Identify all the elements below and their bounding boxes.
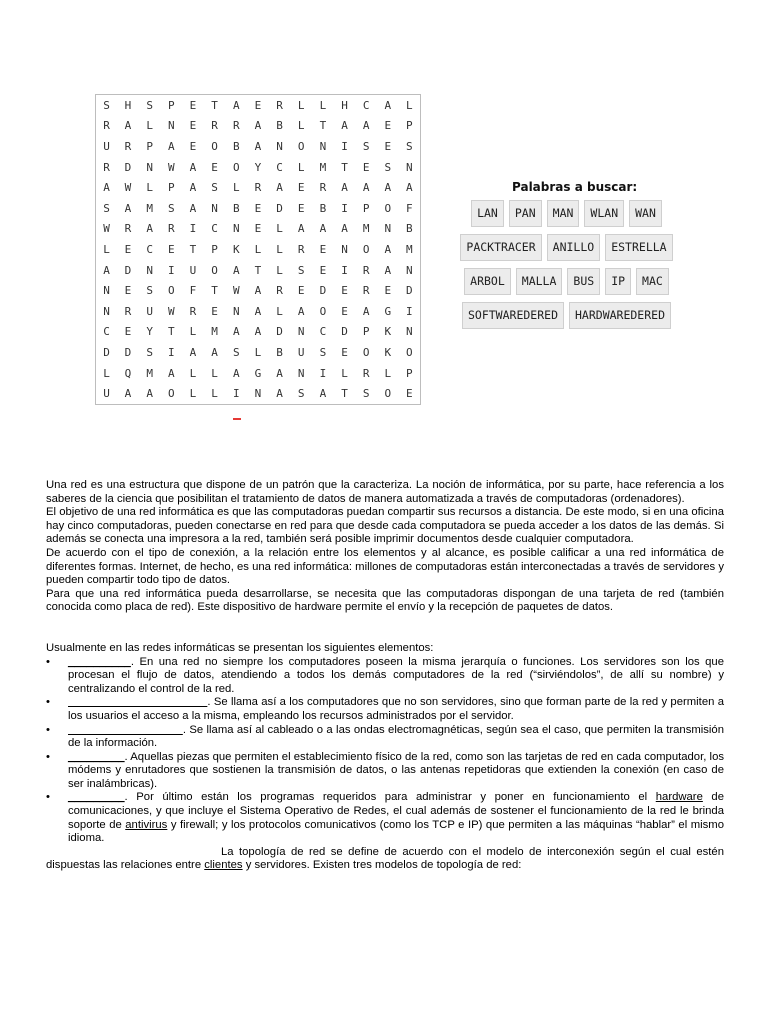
grid-letter: A <box>124 387 132 401</box>
grid-letter: R <box>167 222 175 236</box>
grid-letter: A <box>254 284 262 298</box>
grid-letter: L <box>406 98 413 112</box>
grid-letter: E <box>189 98 197 112</box>
grid-letter: I <box>341 140 348 154</box>
grid-letter: D <box>124 345 132 359</box>
grid-letter: M <box>211 325 218 339</box>
grid-letter: R <box>211 119 218 133</box>
grid-letter: N <box>103 304 110 318</box>
grid-letter: O <box>297 140 305 154</box>
grid-letter: M <box>146 366 153 380</box>
grid-letter: L <box>254 345 262 359</box>
topology-paragraph: La topología de red se define de acuerdo con el modelo de interconexión según el cual estén dispuestas las relaciones entre clientes y servidores. Existen tres modelos de topología de red: <box>46 845 724 872</box>
grid-letter: N <box>232 222 240 236</box>
grid-letter: E <box>189 140 197 154</box>
bullet: • <box>46 696 50 709</box>
grid-letter: N <box>232 304 240 318</box>
grid-letter: R <box>124 222 132 236</box>
bullet: • <box>46 723 50 736</box>
grid-letter: R <box>254 181 262 195</box>
grid-letter: N <box>297 366 305 380</box>
grid-letter: S <box>103 201 110 215</box>
grid-letter: N <box>406 160 413 174</box>
grid-letter: A <box>103 263 110 277</box>
word-chip: LAN <box>471 200 504 227</box>
grid-letter: N <box>146 160 153 174</box>
hardware-link[interactable]: hardware <box>655 791 703 804</box>
grid-letter: S <box>384 160 392 174</box>
grid-letter: W <box>124 181 132 195</box>
grid-letter: A <box>297 304 305 318</box>
grid-letter: A <box>384 263 392 277</box>
grid-letter: O <box>232 160 240 174</box>
grid-letter: A <box>167 140 175 154</box>
grid-letter: E <box>297 201 305 215</box>
grid-letter: I <box>341 201 348 215</box>
paragraph: El objetivo de una red informática es que las computadoras puedan compartir sus recursos a distancia. De este modo, si en una oficina hay cinco computadoras, pueden conectarse en red para que desde cada computadora se pueda acceder a los datos de las demás. Si además se conecta una impresora a la red, también será posible imprimir documentos desde cualquier computadora. <box>46 506 724 546</box>
grid-row <box>96 157 421 178</box>
grid-letter: L <box>232 181 240 195</box>
grid-letter: A <box>189 181 197 195</box>
words-to-find-title: Palabras a buscar: <box>512 180 638 194</box>
grid-letter: K <box>232 242 240 256</box>
grid-letter: E <box>189 119 197 133</box>
grid-letter: E <box>124 284 132 298</box>
grid-letter: L <box>297 119 305 133</box>
word-chip: ANILLO <box>547 234 601 261</box>
grid-letter: N <box>406 263 413 277</box>
grid-letter: S <box>362 140 370 154</box>
grid-letter: W <box>103 222 110 236</box>
grid-letter: A <box>211 345 218 359</box>
grid-letter: A <box>254 325 262 339</box>
word-chip: BUS <box>567 268 600 295</box>
grid-letter: O <box>319 304 327 318</box>
grid-letter: U <box>189 263 197 277</box>
grid-letter: M <box>319 160 327 174</box>
grid-letter: A <box>232 263 240 277</box>
grid-letter: P <box>146 140 153 154</box>
grid-letter: O <box>167 387 175 401</box>
grid-letter: B <box>232 140 240 154</box>
word-chip: MAC <box>636 268 669 295</box>
list-intro: Usualmente en las redes informáticas se presentan los siguientes elementos: <box>46 641 434 654</box>
grid-letter: O <box>384 387 392 401</box>
grid-letter: A <box>124 201 132 215</box>
grid-letter: A <box>189 345 197 359</box>
paragraph: Una red es una estructura que dispone de un patrón que la caracteriza. La noción de informática, por su parte, hace referencia a los saberes de la ciencia que posibilitan el tratamiento de datos de manera automatizada a través de computadoras (ordenadores). <box>46 479 724 505</box>
fill-blank: _________ <box>68 750 125 763</box>
word-chip: WAN <box>629 200 662 227</box>
grid-letter: M <box>146 201 153 215</box>
grid-letter: S <box>146 284 153 298</box>
grid-letter: N <box>254 387 262 401</box>
fill-blank <box>68 724 183 736</box>
grid-letter: T <box>341 160 348 174</box>
grid-letter: S <box>362 387 370 401</box>
grid-letter: E <box>297 181 305 195</box>
grid-letter: L <box>189 366 197 380</box>
grid-letter: L <box>297 98 305 112</box>
grid-letter: E <box>341 284 348 298</box>
grid-letter: E <box>211 160 218 174</box>
grid-letter: A <box>341 222 348 236</box>
grid-letter: R <box>124 140 132 154</box>
grid-letter: N <box>276 140 283 154</box>
word-chip: WLAN <box>584 200 624 227</box>
grid-letter: P <box>406 119 413 133</box>
grid-letter: E <box>297 284 305 298</box>
grid-letter: A <box>384 181 392 195</box>
grid-letter: O <box>362 242 370 256</box>
grid-letter: E <box>254 222 262 236</box>
grid-letter: B <box>232 201 240 215</box>
grid-letter: L <box>276 222 283 236</box>
grid-letter: A <box>384 98 392 112</box>
grid-row <box>96 198 421 219</box>
list-item <box>46 656 724 697</box>
grid-row <box>96 342 421 363</box>
grid-letter: R <box>297 242 305 256</box>
grid-row <box>96 363 421 384</box>
grid-letter: R <box>362 284 370 298</box>
grid-letter: S <box>232 345 240 359</box>
grid-letter: R <box>362 366 370 380</box>
grid-letter: A <box>103 181 110 195</box>
grid-letter: N <box>406 325 413 339</box>
grid-letter: F <box>189 284 197 298</box>
grid-letter: H <box>341 98 348 112</box>
grid-letter: S <box>406 140 413 154</box>
grid-letter: A <box>319 222 327 236</box>
grid-letter: D <box>319 284 327 298</box>
fill-blank: __________ <box>68 655 131 668</box>
word-chip: PACKTRACER <box>460 234 541 261</box>
grid-letter: L <box>189 387 197 401</box>
grid-letter: A <box>146 387 153 401</box>
grid-letter: U <box>297 345 305 359</box>
grid-letter: A <box>362 304 370 318</box>
grid-letter: W <box>232 284 240 298</box>
grid-letter: E <box>319 242 327 256</box>
grid-letter: L <box>146 119 153 133</box>
grid-letter: M <box>362 222 370 236</box>
grid-letter: Y <box>146 325 153 339</box>
grid-letter: I <box>167 345 175 359</box>
paragraph: Para que una red informática pueda desarrollarse, se necesita que las computadoras dispongan de una tarjeta de red (también conocida como placa de red). Este dispositivo de hardware permite el envío y la recepción de paquetes de datos. <box>46 587 724 614</box>
grid-letter: P <box>406 366 413 380</box>
grid-letter: D <box>276 325 283 339</box>
grid-letter: E <box>167 242 175 256</box>
grid-letter: T <box>319 119 327 133</box>
grid-letter: R <box>103 119 110 133</box>
grid-letter: D <box>124 160 132 174</box>
grid-letter: L <box>384 366 392 380</box>
item-text: . Se llama así a los computadores que no son servidores, sino que forman parte de la red y permiten a los usuarios el acceso a la misma, empleando los recursos administrados por el servidor. <box>68 696 724 722</box>
grid-letter: L <box>211 366 218 380</box>
grid-letter: S <box>319 345 327 359</box>
word-chip: MALLA <box>516 268 563 295</box>
grid-letter: C <box>103 325 110 339</box>
grid-letter: S <box>211 181 218 195</box>
antivirus-link[interactable]: antivirus <box>125 818 168 831</box>
word-chip: SOFTWAREDERED <box>462 302 564 329</box>
red-underline-mark <box>233 418 241 420</box>
grid-letter: E <box>341 304 348 318</box>
grid-letter: B <box>276 345 283 359</box>
grid-letter: I <box>406 304 413 318</box>
grid-letter: U <box>146 304 153 318</box>
grid-letter: N <box>211 201 218 215</box>
grid-letter: B <box>319 201 327 215</box>
grid-letter: K <box>384 325 392 339</box>
grid-letter: S <box>103 98 110 112</box>
grid-letter: L <box>297 160 305 174</box>
fill-blank: _________ <box>68 791 125 804</box>
grid-row <box>96 95 421 116</box>
grid-letter: N <box>146 263 153 277</box>
bullet: • <box>46 750 50 763</box>
grid-row <box>96 136 421 157</box>
grid-letter: T <box>211 284 218 298</box>
grid-letter: T <box>211 98 218 112</box>
grid-letter: L <box>189 325 197 339</box>
bullet: • <box>46 655 50 668</box>
grid-letter: A <box>276 387 283 401</box>
grid-letter: E <box>384 119 392 133</box>
bullet: • <box>46 791 50 804</box>
word-row <box>459 302 674 329</box>
grid-letter: R <box>319 181 327 195</box>
grid-letter: G <box>254 366 262 380</box>
grid-row <box>96 322 421 343</box>
word-chip: IP <box>605 268 631 295</box>
grid-letter: L <box>276 304 283 318</box>
grid-letter: C <box>319 325 327 339</box>
item-text: . Por último están los programas requeridos para administrar y poner en funcionamiento el <box>124 791 656 804</box>
grid-letter: E <box>124 325 132 339</box>
grid-letter: R <box>232 119 240 133</box>
list-item <box>46 724 724 751</box>
grid-letter: E <box>254 98 262 112</box>
grid-letter: D <box>103 345 110 359</box>
grid-letter: T <box>189 242 197 256</box>
grid-letter: D <box>124 263 132 277</box>
grid-letter: S <box>167 201 175 215</box>
word-chip: PAN <box>509 200 542 227</box>
grid-letter: T <box>254 263 262 277</box>
item-text: . Se llama así al cableado o a las ondas electromagnéticas, según sea el caso, que permiten la transmisión de la información. <box>68 723 725 750</box>
grid-letter: C <box>362 98 370 112</box>
grid-letter: N <box>103 284 110 298</box>
grid-letter: P <box>362 201 370 215</box>
word-chip: MAN <box>547 200 580 227</box>
grid-letter: U <box>103 140 110 154</box>
grid-letter: A <box>232 366 240 380</box>
grid-letter: A <box>362 181 370 195</box>
grid-letter: R <box>276 98 283 112</box>
grid-letter: N <box>319 140 327 154</box>
grid-letter: N <box>167 119 175 133</box>
grid-letter: G <box>384 304 392 318</box>
grid-letter: E <box>254 201 262 215</box>
grid-letter: C <box>146 242 153 256</box>
grid-letter: O <box>167 284 175 298</box>
word-row <box>459 234 674 261</box>
grid-letter: L <box>276 263 283 277</box>
grid-letter: P <box>167 98 175 112</box>
grid-letter: Y <box>254 160 262 174</box>
grid-letter: S <box>146 345 153 359</box>
grid-letter: O <box>362 345 370 359</box>
grid-letter: E <box>384 284 392 298</box>
grid-row <box>96 301 421 322</box>
grid-letter: A <box>189 201 197 215</box>
grid-letter: A <box>362 119 370 133</box>
grid-letter: A <box>254 140 262 154</box>
grid-letter: D <box>276 201 283 215</box>
grid-letter: U <box>103 387 110 401</box>
grid-letter: I <box>189 222 197 236</box>
grid-letter: T <box>341 387 348 401</box>
grid-letter: A <box>276 181 283 195</box>
grid-letter: A <box>406 181 413 195</box>
grid-letter: P <box>211 242 218 256</box>
grid-letter: S <box>297 263 305 277</box>
grid-letter: N <box>384 222 392 236</box>
grid-letter: A <box>341 119 348 133</box>
word-chip: ESTRELLA <box>605 234 672 261</box>
word-row <box>459 268 674 295</box>
grid-letter: A <box>146 222 153 236</box>
grid-letter: T <box>167 325 175 339</box>
clientes-link[interactable]: clientes <box>204 859 243 872</box>
grid-letter: L <box>341 366 348 380</box>
grid-letter: O <box>406 345 413 359</box>
grid-letter: Q <box>124 366 132 380</box>
grid-letter: A <box>232 98 240 112</box>
grid-letter: E <box>211 304 218 318</box>
grid-letter: E <box>319 263 327 277</box>
grid-letter: L <box>211 387 218 401</box>
grid-row <box>96 383 421 404</box>
grid-letter: A <box>384 242 392 256</box>
word-chip: ARBOL <box>464 268 511 295</box>
word-list <box>459 200 674 336</box>
grid-letter: S <box>297 387 305 401</box>
grid-letter: O <box>211 140 218 154</box>
grid-letter: C <box>211 222 218 236</box>
grid-letter: P <box>167 181 175 195</box>
grid-row <box>96 260 421 281</box>
grid-letter: R <box>103 160 110 174</box>
grid-letter: E <box>384 140 392 154</box>
item-text: . Aquellas piezas que permiten el establecimiento físico de la red, como son las tarjetas de red en cada computador, los módems y enrutadores que sostienen la transmisión de datos, o las antenas repetidoras que extienden la conexión (en caso de ser inalámbricas). <box>68 750 724 790</box>
grid-letter: E <box>341 345 348 359</box>
word-chip: HARDWAREDERED <box>569 302 671 329</box>
grid-letter: H <box>124 98 132 112</box>
grid-letter: B <box>406 222 413 236</box>
list-item <box>46 791 724 845</box>
grid-row <box>96 219 421 240</box>
grid-row <box>96 280 421 301</box>
grid-letter: E <box>124 242 132 256</box>
grid-letter: E <box>362 160 370 174</box>
grid-letter: A <box>297 222 305 236</box>
grid-letter: A <box>319 387 327 401</box>
grid-letter: A <box>167 366 175 380</box>
grid-letter: I <box>232 387 240 401</box>
grid-letter: O <box>211 263 218 277</box>
grid-letter: A <box>232 325 240 339</box>
item-text: y firewall; y los protocolos comunicativos (como los TCP e IP) que permiten a las máquinas “hablar” el mismo idioma. <box>68 818 724 845</box>
word-search-grid <box>95 94 421 405</box>
grid-letter: R <box>276 284 283 298</box>
grid-letter: A <box>276 366 283 380</box>
grid-letter: A <box>254 304 262 318</box>
grid-letter: I <box>341 263 348 277</box>
grid-row <box>96 239 421 260</box>
grid-letter: N <box>341 242 348 256</box>
grid-letter: L <box>146 181 153 195</box>
grid-letter: R <box>189 304 197 318</box>
grid-letter: L <box>319 98 327 112</box>
grid-letter: L <box>276 242 283 256</box>
grid-letter: A <box>124 119 132 133</box>
fill-blank <box>68 696 207 708</box>
grid-letter: L <box>103 242 110 256</box>
grid-letter: L <box>103 366 110 380</box>
grid-letter: B <box>276 119 283 133</box>
grid-letter: A <box>189 160 197 174</box>
grid-row <box>96 177 421 198</box>
grid-letter: S <box>146 98 153 112</box>
grid-letter: D <box>406 284 413 298</box>
grid-letter: F <box>406 201 413 215</box>
grid-letter: R <box>362 263 370 277</box>
grid-letter: I <box>167 263 175 277</box>
grid-letter: W <box>167 304 175 318</box>
grid-letter: A <box>341 181 348 195</box>
grid-letter: N <box>297 325 305 339</box>
grid-letter: C <box>276 160 283 174</box>
grid-letter: R <box>124 304 132 318</box>
word-row <box>459 200 674 227</box>
grid-letter: O <box>384 201 392 215</box>
paragraph: De acuerdo con el tipo de conexión, a la relación entre los elementos y al alcance, es posible calificar a una red informática de diferentes formas. Internet, de hecho, es una red informática: millones de computadoras están interconectadas a través de servidores y pueden compartir todo tipo de datos. <box>46 546 724 587</box>
grid-row <box>96 116 421 137</box>
grid-letter: K <box>384 345 392 359</box>
grid-letter: I <box>319 366 327 380</box>
item-text: . En una red no siempre los computadores poseen la misma jerarquía o funciones. Los servidores son los que procesan el flujo de datos, atendiendo a todos los demás computadores de la red (“sirviéndolos”, de allí su nombre) y centralizando el control de la red. <box>68 655 724 695</box>
list-item <box>46 696 724 723</box>
grid-letter: E <box>406 387 413 401</box>
grid-letter: W <box>167 160 175 174</box>
document-body <box>46 479 724 873</box>
grid-letter: M <box>406 242 413 256</box>
grid-letter: A <box>254 119 262 133</box>
list-item <box>46 751 724 792</box>
grid-letter: P <box>362 325 370 339</box>
grid-letter: D <box>341 325 348 339</box>
grid-letter: L <box>254 242 262 256</box>
item-text: de comunicaciones, y que incluye el Sistema Operativo de Redes, el cual además de sostener el funcionamiento de la red le brinda soporte de <box>68 791 724 831</box>
